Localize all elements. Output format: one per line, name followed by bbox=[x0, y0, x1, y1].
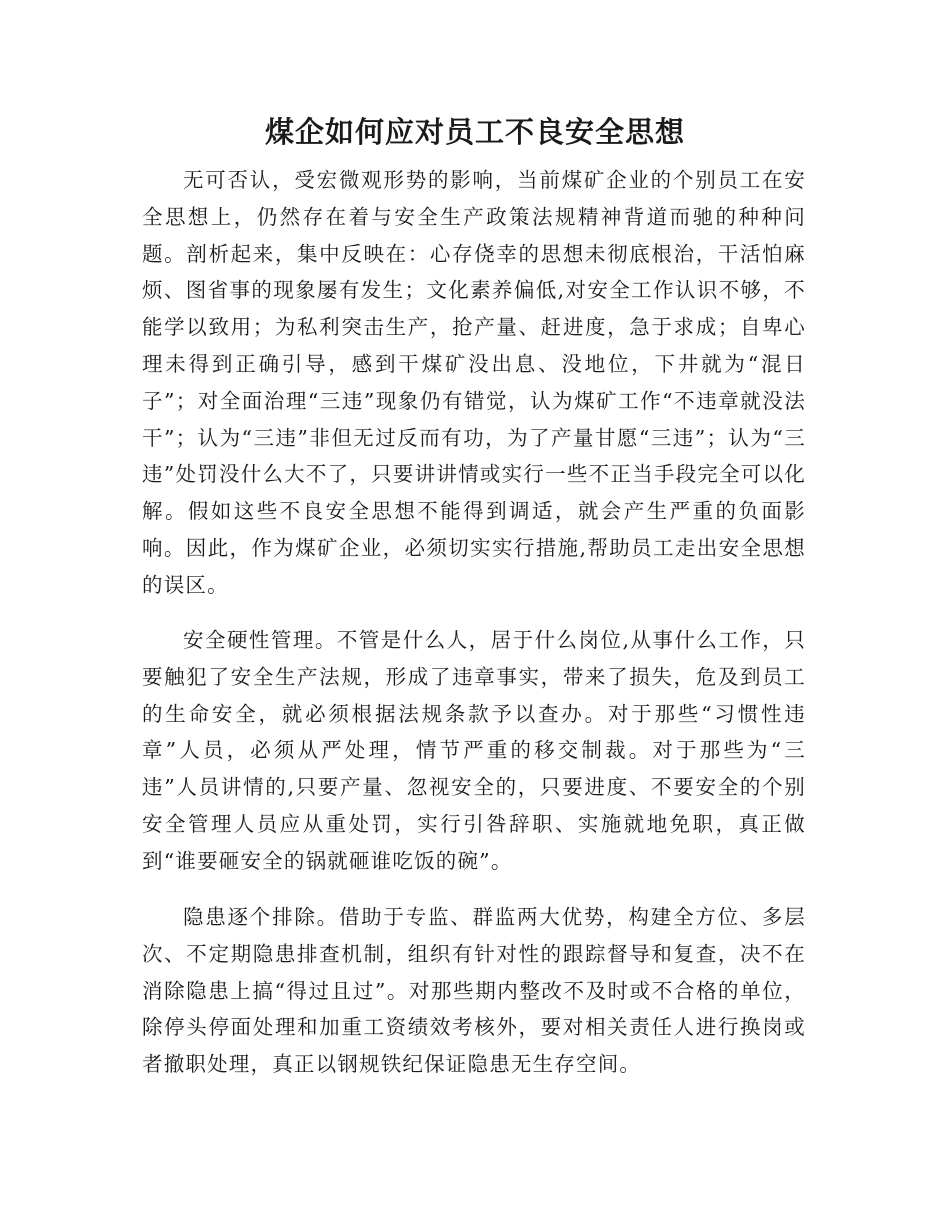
paragraph-intro: 无可否认，受宏微观形势的影响，当前煤矿企业的个别员工在安全思想上，仍然存在着与安全生产政策法规精神背道而驰的种种问题。剖析起来，集中反映在：心存侥幸的思想未彻底根治，干活怕麻烦、图省事的现象屡有发生；文化素养偏低,对安全工作认识不够，不能学以致用；为私利突击生产，抢产量、赶进度，急于求成；自卑心理未得到正确引导，感到干煤矿没出息、没地位，下井就为“混日子”；对全面治理“三违”现象仍有错觉，认为煤矿工作“不违章就没法干”；认为“三违”非但无过反而有功，为了产量甘愿“三违”；认为“三违”处罚没什么大不了，只要讲讲情或实行一些不正当手段完全可以化解。假如这些不良安全思想不能得到调适，就会产生严重的负面影响。因此，作为煤矿企业，必须切实实行措施,帮助员工走出安全思想的误区。 bbox=[142, 168, 806, 597]
paragraph-safety-management: 安全硬性管理。不管是什么人，居于什么岗位,从事什么工作，只要触犯了安全生产法规，形成了违章事实，带来了损失，危及到员工的生命安全，就必须根据法规条款予以查办。对于那些“习惯性违章”人员，必须从严处理，情节严重的移交制裁。对于那些为“三违”人员讲情的,只要产量、忽视安全的，只要进度、不要安全的个别安全管理人员应从重处罚，实行引咎辞职、实施就地免职，真正做到“谁要砸安全的锅就砸谁吃饭的碗”。 bbox=[142, 628, 806, 873]
paragraph-hazard-elimination: 隐患逐个排除。借助于专监、群监两大优势，构建全方位、多层次、不定期隐患排查机制，组织有针对性的跟踪督导和复查，决不在消除隐患上搞“得过且过”。对那些期内整改不及时或不合格的单位，除停头停面处理和加重工资绩效考核外，要对相关责任人进行换岗或者撤职处理，真正以钢规铁纪保证隐患无生存空间。 bbox=[142, 905, 806, 1077]
document-title: 煤企如何应对员工不良安全思想 bbox=[264, 115, 685, 149]
